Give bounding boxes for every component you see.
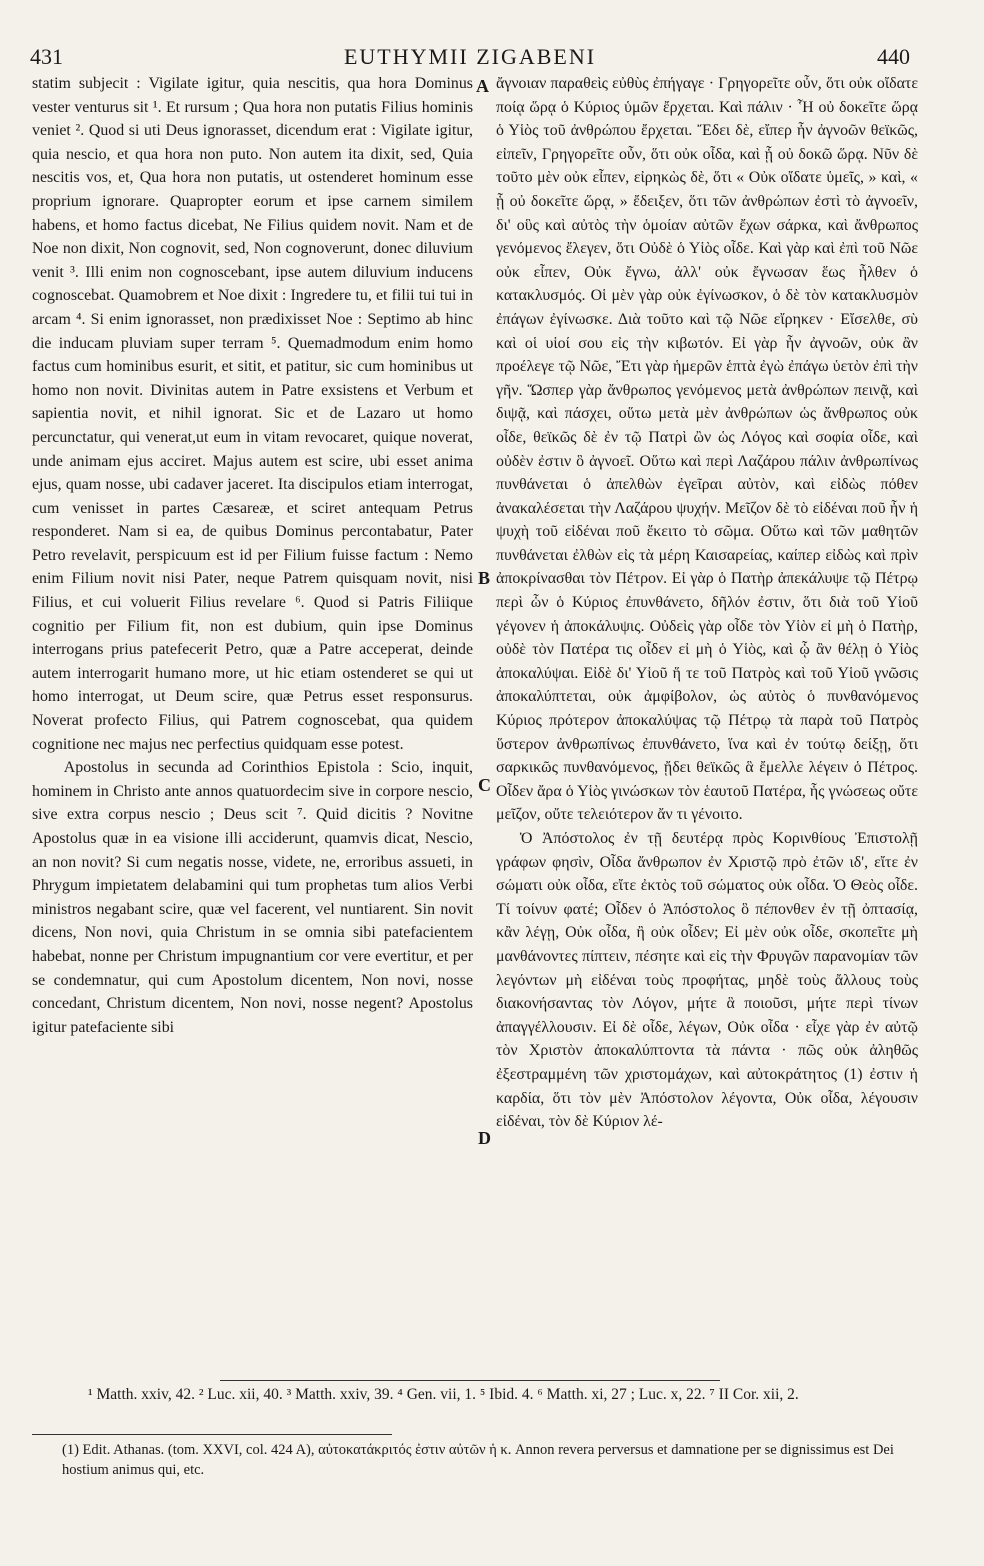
latin-paragraph: Apostolus in secunda ad Corinthios Epistola : Scio, inquit, hominem in Christo ante annos quatuordecim sive in corpore nescio, sive extra corpus nescio ; Deus scit ⁷. Quid dicitis ? Novitne Apostolus quæ in ea visione illi acciderunt, quamvis dicat, Nescio, an non novit? Si cum negatis nosse, videte, ne, erroribus assueti, in Phrygum impietatem delabamini qui tum prophetas tum alios Verbi ministros negabant scire, quæ vel facerent, vel nuntiarent. Sin novit dicens, Non novi, quia Christum in se omnia sibi patefacientem habebat, nonne per Christum impugnantium cor vere evertitur, et per se condemnatur, qui cum Apostolum dicentem, Non novi, nosse concedant, Christum dicentem, Non novi, nosse negent? Apostolus igitur patefaciente sibi [32,759,473,1036]
running-title: EUTHYMII ZIGABENI [343,44,597,69]
latin-column [32,72,473,1039]
running-header [30,44,910,74]
section-marker-b: B [478,568,491,588]
footnote-divider [220,1380,720,1381]
section-marker-d: D [478,1128,491,1148]
edition-note-divider [32,1434,392,1435]
section-marker-c: C [478,775,491,795]
footnotes: ¹ Matth. xxiv, 42. ² Luc. xii, 40. ³ Matth. xxiv, 39. ⁴ Gen. vii, 1. ⁵ Ibid. 4. ⁶ Matth. xi, 27 ; Luc. x, 22. ⁷ II Cor. xii, 2. [88,1386,799,1403]
greek-paragraph: ἄγνοιαν παραθεὶς εὐθὺς ἐπήγαγε · Γρηγορεῖτε οὖν, ὅτι οὐκ οἴδατε ποίᾳ ὥρᾳ ὁ Κύριος ὑμῶν ἔρχεται. Καὶ πάλιν · Ἧ οὐ δοκεῖτε ὥρᾳ ὁ Υἱὸς τοῦ ἀνθρώπου ἔρχεται. Ἔδει δὲ, εἴπερ ἦν ἀγνοῶν θεϊκῶς, εἰπεῖν, Γρηγορεῖτε οὖν, ὅτι οὐκ οἶδα, καὶ ᾗ οὐ δοκῶ ὥρᾳ. Νῦν δὲ τοῦτο μὲν οὐκ εἶπεν, εἰρηκὼς δὲ, ὅτι « Οὐκ οἴδατε ὑμεῖς, » καὶ, « ᾗ οὐ δοκεῖτε ὥρᾳ, » ἔδειξεν, ὅτι τῶν ἀνθρώπων ἐστὶ τὸ ἀγνοεῖν, δι' οὓς καὶ αὐτὸς τὴν ὁμοίαν αὐτῶν ἔχων σάρκα, καὶ ἄνθρωπος γενόμενος ἔλεγεν, ὅτι Οὐδὲ ὁ Υἱὸς οἶδε. Καὶ γὰρ καὶ ἐπὶ τοῦ Νῶε οὐκ εἶπεν, Οὐκ ἔγνω, ἀλλ' οὐκ ἔγνωσαν ἕως ἦλθεν ὁ κατακλυσμός. Οἱ μὲν γὰρ οὐκ ἐγίνωσκον, ὁ δὲ τὸν κατακλυσμὸν ἐπάγων ἐγίνωσκε. Διὰ τοῦτο καὶ τῷ Νῶε εἴρηκεν · Εἴσελθε, σὺ καὶ οἱ υἱοί σου εἰς τὴν κιβωτόν. Εἰ γὰρ ἦν ἀγνοῶν, οὐκ ἂν προέλεγε τῷ Νῶε, Ἔτι γὰρ ἡμερῶν ἑπτὰ ἐγὼ ἐπάγω ὑετὸν ἐπὶ τὴν γῆν. Ὥσπερ γὰρ ἄνθρωπος γενόμενος μετὰ ἀνθρώπων πεινᾷ, καὶ διψᾷ, καὶ πάσχει, οὕτω μετὰ μὲν ἀνθρώπων ὡς ἄνθρωπος οὐκ οἶδε, θεϊκῶς δὲ ἐν τῷ Πατρὶ ὢν ὡς Λόγος καὶ σοφία οἶδε, καὶ οὐδὲν ἐστιν ὃ ἀγνοεῖ. Οὕτω καὶ περὶ Λαζάρου πάλιν ἀνθρωπίνως πυνθάνεται ὁ ἀπελθὼν ἐγεῖραι αὐτὸν, καὶ εἰδὼς πόθεν ἀνακαλέσεται τὴν Λαζάρου ψυχήν. Μεῖζον δὲ τὸ εἰδέναι ποῦ ἦν ἡ ψυχὴ τοῦ εἰδέναι ποῦ ἔκειτο τὸ σῶμα. Οὕτω καὶ τῶν μαθητῶν πυνθάνεται ἐλθὼν εἰς τὰ μέρη Καισαρείας, καίπερ εἰδὼς καὶ πρὶν ἀποκρίνασθαι τὸν Πέτρον. Εἰ γὰρ ὁ Πατὴρ ἀπεκάλυψε τῷ Πέτρῳ περὶ ὧν ὁ Κύριος ἐπυνθάνετο, δῆλόν ἐστιν, ὅτι διὰ τοῦ Υἱοῦ γέγονεν ἡ ἀποκάλυψις. Οὐδεὶς γὰρ οἶδε τὸν Υἱὸν εἰ μὴ ὁ Πατὴρ, οὐδὲ τὸν Πατέρα τις οἶδεν εἰ μὴ ὁ Υἱὸς, καὶ ᾧ ἂν θέλῃ ὁ Υἱὸς ἀποκαλύψαι. Εἰδὲ δι' Υἱοῦ ἥ τε τοῦ Πατρὸς καὶ τοῦ Υἱοῦ γνῶσις ἀποκαλύπτεται, οὐκ ἀμφίβολον, ὡς αὐτὸς ὁ πυνθανόμενος Κύριος πρότερον ἀποκαλύψας τῷ Πέτρῳ τὰ παρὰ τοῦ Πατρὸς ὕστερον ἀνθρωπίνως ἐπυνθάνετο, ἵνα καὶ ἐν τούτῳ δείξῃ, ὅτι σαρκικῶς πυνθανόμενος, ᾔδει θεϊκῶς ἃ ἔμελλε λέγειν ὁ Πέτρος. Οἶδεν ἄρα ὁ Υἱὸς γινώσκων τὸν ἑαυτοῦ Πατέρα, ἧς γνώσεως οὔτε μεῖζον, οὔτε τελειότερον ἄν τι γένοιτο. [496,75,918,824]
section-marker-a: A [476,76,489,96]
latin-paragraph: statim subjecit : Vigilate igitur, quia nescitis, qua hora Dominus vester venturus sit ¹. Et rursum ; Qua hora non putatis Filius hominis veniet ². Quod si uti Deus ignorasset, dicendum erat : Vigilate igitur, quia nescio, et qua hora non puto. Non autem ita dixit, sed, Quia nescitis vos, et, Qua hora non putatis, ut ostenderet hominum esse proprium ignorare. Quapropter eorum et ipse carnem similem habens, et homo factus dicebat, Ne Filius quidem novit. Nam et de Noe non dixit, Non cognovit, sed, Non cognoverunt, donec diluvium venit ³. Illi enim non cognoscebant, ipse autem diluvium inducens cognoscebat. Quamobrem et Noe dixit : Ingredere tu, et filii tui tui in arcam ⁴. Si enim ignorasset, non prædixisset Noe : Septimo ab hinc die inducam pluviam super terram ⁵. Quemadmodum enim homo factus cum hominibus esurit, et sitit, et patitur, sic cum hominibus ut homo non novit. Divinitas autem in Patre exsistens et Verbum et sapientia novit, et nihil ignorat. Sic et de Lazaro ut homo percunctatur, qui venerat,ut eum in vitam revocaret, quique noverat, unde animam ejus acciret. Majus autem est scire, ubi esset anima ejus, quam nosse, ubi cadaver jaceret. Ita discipulos etiam interrogat, cum venisset in partes Cæsareæ, et sciret antequam Petrus responderet. Nam si ea, de quibus Dominus percontabatur, Pater Petro revelavit, perspicuum est id per Filium fuisse factum : Nemo enim Filium novit nisi Pater, neque Patrem quisquam novit, nisi Filius, et cui voluerit Filius revelare ⁶. Quod si Patris Filiique cognitio per Filium fit, non est dubium, quin ipse Dominus interrogans prius patefecerit Petro, quæ a Patre acceperat, deinde autem interrogarit humano more, ut hic etiam ostenderet se qui ut homo interrogat, ut Deum scire, quæ Petrus esset responsurus. Noverat profecto Filius, qui Patrem cognoscebat, qua quidem cognitione nec majus nec perfectius quidquam esse potest. [32,75,473,753]
page-number-left: 431 [30,44,63,69]
edition-note: (1) Edit. Athanas. (tom. XXVI, col. 424 A), αὐτοκατάκριτός ἐστιν αὐτῶν ἡ κ. Annon revera perversus et damnatione per se dignissimus est Dei hostium animus qui, etc. [62,1442,894,1478]
greek-paragraph: Ὁ Ἀπόστολος ἐν τῇ δευτέρᾳ πρὸς Κορινθίους Ἐπιστολῇ γράφων φησὶν, Οἶδα ἄνθρωπον ἐν Χριστῷ πρὸ ἐτῶν ιδ', εἴτε ἐν σώματι οὐκ οἶδα, εἴτε ἐκτὸς τοῦ σώματος οὐκ οἶδα. Ὁ Θεὸς οἶδε. Τί τοίνυν φατέ; Οἶδεν ὁ Ἀπόστολος ὃ πέπονθεν ἐν τῇ ὀπτασίᾳ, κἂν λέγῃ, Οὐκ οἶδα, ἢ οὐκ οἶδεν; Εἰ μὲν οὐκ οἶδε, σκοπεῖτε μὴ μανθάνοντες πίπτειν, πέσητε καὶ εἰς τὴν Φρυγῶν παρανομίαν τῶν λεγόντων μὴ εἰδέναι τοὺς προφήτας, μηδὲ τοὺς ἄλλους τοὺς διακονήσαντας τὸν Λόγον, μήτε ἃ ποιοῦσι, μήτε περὶ τίνων ἀπαγγέλλουσιν. Εἰ δὲ οἶδε, λέγων, Οὐκ οἶδα · εἶχε γὰρ ἐν αὐτῷ τὸν Χριστὸν ἀποκαλύπτοντα τὰ πάντα · πῶς οὐκ ἀληθῶς ἐξεστραμμένη τῶν χριστομάχων, καὶ αὐτοκράτητος (1) ἐστιν ἡ καρδία, ὅτι τὸν μὲν Ἀπόστολον λέγοντα, Οὐκ οἶδα, λέγουσιν εἰδέναι, τὸν δὲ Κύριον λέ- [496,830,918,1131]
greek-column [496,72,918,1134]
page-number-right: 440 [877,44,910,69]
